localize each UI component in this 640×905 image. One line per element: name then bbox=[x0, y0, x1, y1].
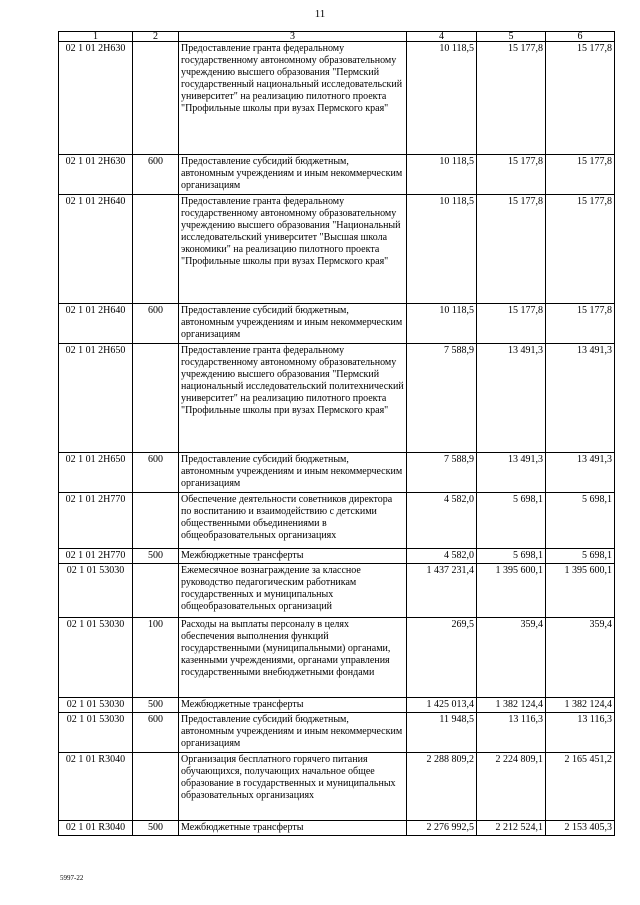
expense-type bbox=[133, 753, 179, 821]
expense-type: 600 bbox=[133, 453, 179, 493]
expense-type: 600 bbox=[133, 713, 179, 753]
header-cell: 6 bbox=[546, 32, 615, 42]
target-code: 02 1 01 53030 bbox=[59, 698, 133, 713]
amount-col4: 7 588,9 bbox=[407, 344, 477, 453]
amount-col4: 4 582,0 bbox=[407, 493, 477, 549]
item-name: Предоставление субсидий бюджетным, автономным учреждениям и иным некоммерческим организациям bbox=[179, 304, 407, 344]
item-name: Организация бесплатного горячего питания обучающихся, получающих начальное общее образование в государственных и муниципальных образовательных организациях bbox=[179, 753, 407, 821]
expense-type bbox=[133, 195, 179, 304]
expense-type: 100 bbox=[133, 618, 179, 698]
target-code: 02 1 01 2Н630 bbox=[59, 155, 133, 195]
expense-type bbox=[133, 344, 179, 453]
amount-col4: 10 118,5 bbox=[407, 195, 477, 304]
target-code: 02 1 01 2Н770 bbox=[59, 493, 133, 549]
amount-col6: 1 395 600,1 bbox=[546, 564, 615, 618]
item-name: Предоставление гранта федеральному государственному автономному образовательному учреждению высшего образования "Пермский национальный исследовательский политехнический университет" на реализацию пилотного проекта "Профильные школы при вузах Пермского края" bbox=[179, 344, 407, 453]
table-row bbox=[59, 42, 615, 155]
target-code: 02 1 01 2Н650 bbox=[59, 344, 133, 453]
header-cell: 4 bbox=[407, 32, 477, 42]
amount-col6: 2 153 405,3 bbox=[546, 821, 615, 836]
expense-type: 500 bbox=[133, 821, 179, 836]
amount-col5: 13 491,3 bbox=[477, 453, 546, 493]
item-name: Предоставление гранта федеральному государственному автономному образовательному учреждению высшего образования "Пермский государственный национальный исследовательский университет" на реализацию пилотного проекта "Профильные школы при вузах Пермского края" bbox=[179, 42, 407, 155]
amount-col4: 4 582,0 bbox=[407, 549, 477, 564]
header-cell: 3 bbox=[179, 32, 407, 42]
item-name: Предоставление гранта федеральному государственному автономному образовательному учреждению высшего образования "Национальный исследовательский университет "Высшая школа экономики" на реализацию пилотного проекта "Профильные школы при вузах Пермского края" bbox=[179, 195, 407, 304]
item-name: Межбюджетные трансферты bbox=[179, 549, 407, 564]
table-row bbox=[59, 344, 615, 453]
amount-col6: 15 177,8 bbox=[546, 195, 615, 304]
amount-col4: 10 118,5 bbox=[407, 155, 477, 195]
expense-type: 500 bbox=[133, 698, 179, 713]
amount-col4: 269,5 bbox=[407, 618, 477, 698]
amount-col5: 15 177,8 bbox=[477, 155, 546, 195]
item-name: Расходы на выплаты персоналу в целях обеспечения выполнения функций государственными (муниципальными) органами, казенными учреждениями, органами управления государственными внебюджетными фондами bbox=[179, 618, 407, 698]
amount-col6: 5 698,1 bbox=[546, 549, 615, 564]
target-code: 02 1 01 53030 bbox=[59, 713, 133, 753]
amount-col5: 1 395 600,1 bbox=[477, 564, 546, 618]
target-code: 02 1 01 2Н770 bbox=[59, 549, 133, 564]
amount-col4: 2 276 992,5 bbox=[407, 821, 477, 836]
amount-col5: 5 698,1 bbox=[477, 493, 546, 549]
expense-type: 600 bbox=[133, 155, 179, 195]
amount-col5: 13 116,3 bbox=[477, 713, 546, 753]
table-row bbox=[59, 453, 615, 493]
target-code: 02 1 01 R3040 bbox=[59, 753, 133, 821]
item-name: Предоставление субсидий бюджетным, автономным учреждениям и иным некоммерческим организациям bbox=[179, 155, 407, 195]
amount-col5: 5 698,1 bbox=[477, 549, 546, 564]
item-name: Предоставление субсидий бюджетным, автономным учреждениям и иным некоммерческим организациям bbox=[179, 713, 407, 753]
table-row bbox=[59, 713, 615, 753]
document-code: 5997-22 bbox=[60, 874, 84, 882]
header-cell: 5 bbox=[477, 32, 546, 42]
header-cell: 2 bbox=[133, 32, 179, 42]
amount-col6: 15 177,8 bbox=[546, 155, 615, 195]
target-code: 02 1 01 2Н640 bbox=[59, 195, 133, 304]
amount-col4: 11 948,5 bbox=[407, 713, 477, 753]
target-code: 02 1 01 53030 bbox=[59, 564, 133, 618]
amount-col6: 15 177,8 bbox=[546, 304, 615, 344]
amount-col5: 2 212 524,1 bbox=[477, 821, 546, 836]
target-code: 02 1 01 2Н650 bbox=[59, 453, 133, 493]
expense-type: 500 bbox=[133, 549, 179, 564]
amount-col6: 5 698,1 bbox=[546, 493, 615, 549]
expense-type bbox=[133, 493, 179, 549]
amount-col6: 2 165 451,2 bbox=[546, 753, 615, 821]
amount-col4: 10 118,5 bbox=[407, 304, 477, 344]
item-name: Обеспечение деятельности советников директора по воспитанию и взаимодействию с детскими общественными объединениями в общеобразовательных организациях bbox=[179, 493, 407, 549]
amount-col4: 10 118,5 bbox=[407, 42, 477, 155]
target-code: 02 1 01 R3040 bbox=[59, 821, 133, 836]
amount-col6: 1 382 124,4 bbox=[546, 698, 615, 713]
target-code: 02 1 01 2Н630 bbox=[59, 42, 133, 155]
table-row bbox=[59, 618, 615, 698]
expense-type bbox=[133, 564, 179, 618]
amount-col6: 13 116,3 bbox=[546, 713, 615, 753]
amount-col4: 7 588,9 bbox=[407, 453, 477, 493]
header-cell: 1 bbox=[59, 32, 133, 42]
amount-col5: 1 382 124,4 bbox=[477, 698, 546, 713]
amount-col4: 1 437 231,4 bbox=[407, 564, 477, 618]
table-row bbox=[59, 549, 615, 564]
amount-col6: 13 491,3 bbox=[546, 453, 615, 493]
table-row bbox=[59, 564, 615, 618]
amount-col4: 2 288 809,2 bbox=[407, 753, 477, 821]
item-name: Ежемесячное вознаграждение за классное руководство педагогическим работникам государственных и муниципальных общеобразовательных организаций bbox=[179, 564, 407, 618]
header-row bbox=[59, 32, 615, 42]
expense-type: 600 bbox=[133, 304, 179, 344]
page-number: 11 bbox=[314, 8, 326, 20]
item-name: Предоставление субсидий бюджетным, автономным учреждениям и иным некоммерческим организациям bbox=[179, 453, 407, 493]
amount-col5: 13 491,3 bbox=[477, 344, 546, 453]
target-code: 02 1 01 53030 bbox=[59, 618, 133, 698]
budget-table bbox=[58, 31, 615, 836]
item-name: Межбюджетные трансферты bbox=[179, 698, 407, 713]
table-row bbox=[59, 493, 615, 549]
table-row bbox=[59, 753, 615, 821]
amount-col5: 2 224 809,1 bbox=[477, 753, 546, 821]
table-row bbox=[59, 155, 615, 195]
expense-type bbox=[133, 42, 179, 155]
table-row bbox=[59, 698, 615, 713]
table-row bbox=[59, 195, 615, 304]
amount-col5: 15 177,8 bbox=[477, 195, 546, 304]
amount-col6: 13 491,3 bbox=[546, 344, 615, 453]
amount-col5: 359,4 bbox=[477, 618, 546, 698]
table-row bbox=[59, 304, 615, 344]
amount-col5: 15 177,8 bbox=[477, 42, 546, 155]
target-code: 02 1 01 2Н640 bbox=[59, 304, 133, 344]
amount-col6: 359,4 bbox=[546, 618, 615, 698]
table-row bbox=[59, 821, 615, 836]
amount-col6: 15 177,8 bbox=[546, 42, 615, 155]
amount-col4: 1 425 013,4 bbox=[407, 698, 477, 713]
amount-col5: 15 177,8 bbox=[477, 304, 546, 344]
item-name: Межбюджетные трансферты bbox=[179, 821, 407, 836]
